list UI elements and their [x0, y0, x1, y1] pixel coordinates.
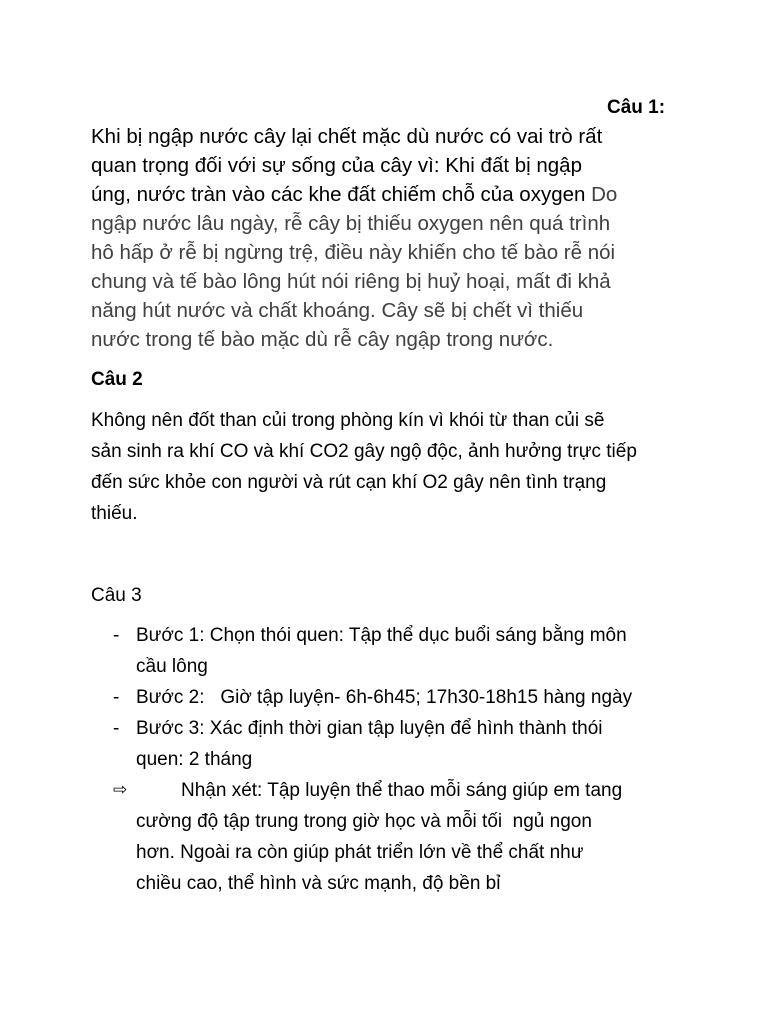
list-item: [0, 713, 768, 744]
cau2-paragraph: [91, 405, 637, 529]
cau1-line-8: nước trong tế bào mặc dù rễ cây ngập trong nước.: [91, 328, 554, 351]
cau2-heading: Câu 2: [91, 369, 143, 390]
cau1-line-7: năng hút nước và chất khoáng. Cây sẽ bị chết vì thiếu: [91, 299, 584, 322]
dash-bullet: -: [113, 718, 120, 739]
cau1-line-3: [91, 180, 617, 209]
cau1-line-4: ngập nước lâu ngày, rễ cây bị thiếu oxygen nên quá trình: [91, 212, 611, 235]
cau2-line-2: sản sinh ra khí CO và khí CO2 gây ngộ độc, ảnh hưởng trực tiếp: [91, 441, 637, 462]
dash-bullet: -: [113, 625, 120, 646]
list-item-text: Bước 2: Giờ tập luyện- 6h-6h45; 17h30-18h15 hàng ngày: [136, 687, 633, 708]
cau1-line-3-black: úng, nước tràn vào các khe đất chiếm chỗ của oxygen: [91, 183, 592, 206]
cau1-line-5: hô hấp ở rễ bị ngừng trệ, điều này khiến cho tế bào rễ nói: [91, 241, 616, 264]
cau2-line-4: thiếu.: [91, 503, 138, 524]
list-item-text: cầu lông: [136, 656, 208, 677]
list-item-continuation: [0, 806, 768, 837]
cau1-line-3-gray: Do: [591, 183, 618, 206]
list-item-continuation: [0, 868, 768, 899]
cau1-line-6: chung và tế bào lông hút nói riêng bị huỷ hoại, mất đi khả: [91, 270, 611, 293]
list-item: [0, 775, 768, 806]
cau3-list: [0, 620, 768, 899]
list-item-text: Bước 3: Xác định thời gian tập luyện để hình thành thói: [136, 718, 603, 739]
list-item-continuation: [0, 744, 768, 775]
cau1-paragraph: [91, 122, 617, 354]
cau1-line-1: Khi bị ngập nước cây lại chết mặc dù nước có vai trò rất: [91, 125, 603, 148]
cau2-line-1: Không nên đốt than củi trong phòng kín vì khói từ than củi sẽ: [91, 410, 605, 431]
cau1-line-2: quan trọng đối với sự sống của cây vì: Khi đất bị ngập: [91, 154, 582, 177]
list-item-text: hơn. Ngoài ra còn giúp phát triển lớn về thể chất như: [136, 842, 584, 863]
arrow-bullet-icon: ⇨: [113, 780, 128, 800]
cau3-heading: Câu 3: [91, 585, 142, 606]
list-item-text: chiều cao, thể hình và sức mạnh, độ bền bỉ: [136, 873, 501, 894]
list-item-text: cường độ tập trung trong giờ học và mỗi tối ngủ ngon: [136, 811, 592, 832]
list-item-text: Bước 1: Chọn thói quen: Tập thể dục buổi sáng bằng môn: [136, 625, 627, 646]
dash-bullet: -: [113, 687, 120, 708]
cau1-heading: Câu 1:: [607, 97, 666, 118]
cau2-line-3: đến sức khỏe con người và rút cạn khí O2 gây nên tình trạng: [91, 472, 607, 493]
list-item-text: Nhận xét: Tập luyện thể thao mỗi sáng giúp em tang: [181, 780, 623, 801]
list-item-continuation: [0, 651, 768, 682]
list-item: [0, 620, 768, 651]
list-item-continuation: [0, 837, 768, 868]
list-item-text: quen: 2 tháng: [136, 749, 253, 770]
list-item: [0, 682, 768, 713]
